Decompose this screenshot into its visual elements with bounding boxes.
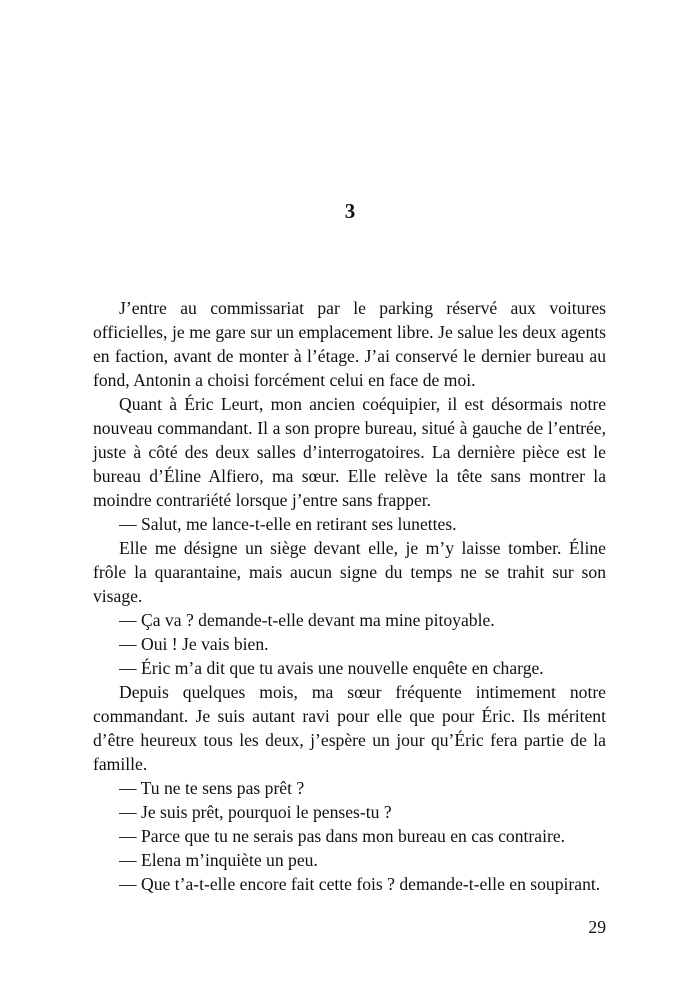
dialogue-line: — Elena m’inquiète un peu. — [119, 850, 318, 870]
paragraph: Elle me désigne un siège devant elle, je m’y laisse tomber. Éline frôle la quarantaine, mais aucun signe du temps ne se trahit sur son visage. — [93, 538, 606, 606]
chapter-number: 3 — [344, 199, 356, 223]
dialogue-line: — Parce que tu ne serais pas dans mon bureau en cas contraire. — [119, 826, 566, 846]
dialogue-line: — Salut, me lance-t-elle en retirant ses lunettes. — [119, 514, 457, 534]
dialogue-line: — Ça va ? demande-t-elle devant ma mine pitoyable. — [119, 610, 495, 630]
paragraph: Quant à Éric Leurt, mon ancien coéquipier, il est désormais notre nouveau commandant. Il a son propre bureau, situé à gauche de l’entrée, juste à côté des deux salles d’interrogatoires. La dernière pièce est le bureau d’Éline Alfiero, ma sœur. Elle relève la tête sans montrer la moindre contrariété lorsque j’entre sans frapper. — [93, 394, 606, 510]
paragraph: Depuis quelques mois, ma sœur fréquente intimement notre commandant. Je suis autant ravi pour elle que pour Éric. Ils méritent d’être heureux tous les deux, j’espère un jour qu’Éric fera partie de la famille. — [93, 682, 606, 774]
dialogue-line: — Tu ne te sens pas prêt ? — [119, 778, 305, 798]
dialogue-line: — Je suis prêt, pourquoi le penses-tu ? — [119, 802, 392, 822]
dialogue-line: — Éric m’a dit que tu avais une nouvelle enquête en charge. — [119, 658, 544, 678]
page-number: 29 — [588, 917, 606, 937]
dialogue-line: — Que t’a-t-elle encore fait cette fois ? demande-t-elle en soupirant. — [119, 874, 601, 894]
dialogue-line: — Oui ! Je vais bien. — [119, 634, 269, 654]
paragraph: J’entre au commissariat par le parking réservé aux voitures officielles, je me gare sur un emplacement libre. Je salue les deux agents en faction, avant de monter à l’étage. J’ai conservé le dernier bureau au fond, Antonin a choisi forcément celui en face de moi. — [93, 298, 606, 390]
body-text — [93, 296, 606, 896]
